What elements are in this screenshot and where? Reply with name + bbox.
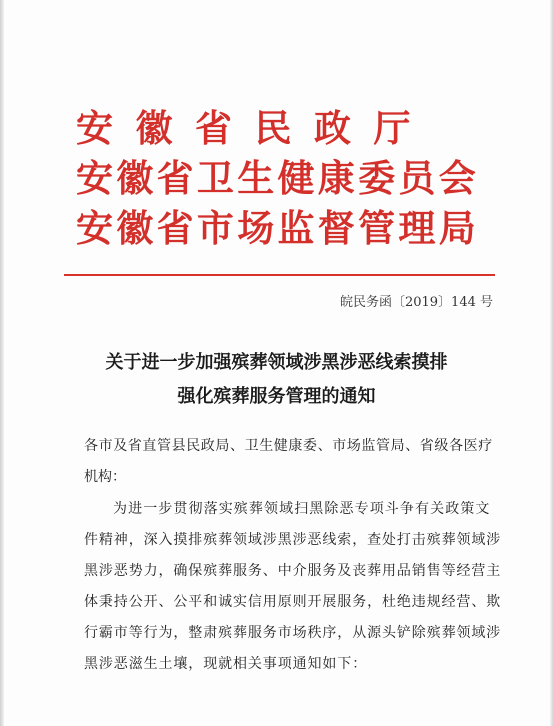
paragraph-line: 行霸市等行为，整肃殡葬服务市场秩序，从源头铲除殡葬领域涉 (84, 625, 502, 641)
paragraph-line: 为进一步贯彻落实殡葬领域扫黑除恶专项斗争有关政策文 (113, 501, 491, 517)
document-number: 皖民务函〔2019〕144 号 (339, 295, 493, 310)
addressee-line-1: 各市及省直管县民政局、卫生健康委、市场监管局、省级各医疗 (84, 438, 493, 454)
paragraph-line: 件精神，深入摸排殡葬领域涉黑涉恶线索，查处打击殡葬领域涉 (84, 532, 502, 548)
issuer-market-regulation: 安徽省市场监督管理局 (76, 206, 479, 250)
issuer-health-commission: 安徽省卫生健康委员会 (76, 156, 479, 200)
document-title-line-2: 强化殡葬服务管理的通知 (177, 386, 376, 407)
paragraph-line: 黑涉恶滋生土壤，现就相关事项通知如下： (84, 656, 368, 672)
red-separator-line (64, 274, 495, 276)
issuer-header (76, 103, 479, 253)
addressee-line-2: 机构： (84, 469, 126, 485)
paragraph-line: 黑涉恶势力，确保殡葬服务、中介服务及丧葬用品销售等经营主 (84, 563, 502, 579)
paragraph-line: 体秉持公开、公平和诚实信用原则开展服务，杜绝违规经营、欺 (84, 594, 502, 610)
issuer-civil-affairs: 安徽省民政厅 (76, 106, 433, 150)
document-title-line-1: 关于进一步加强殡葬领域涉黑涉恶线索摸排 (105, 352, 448, 373)
